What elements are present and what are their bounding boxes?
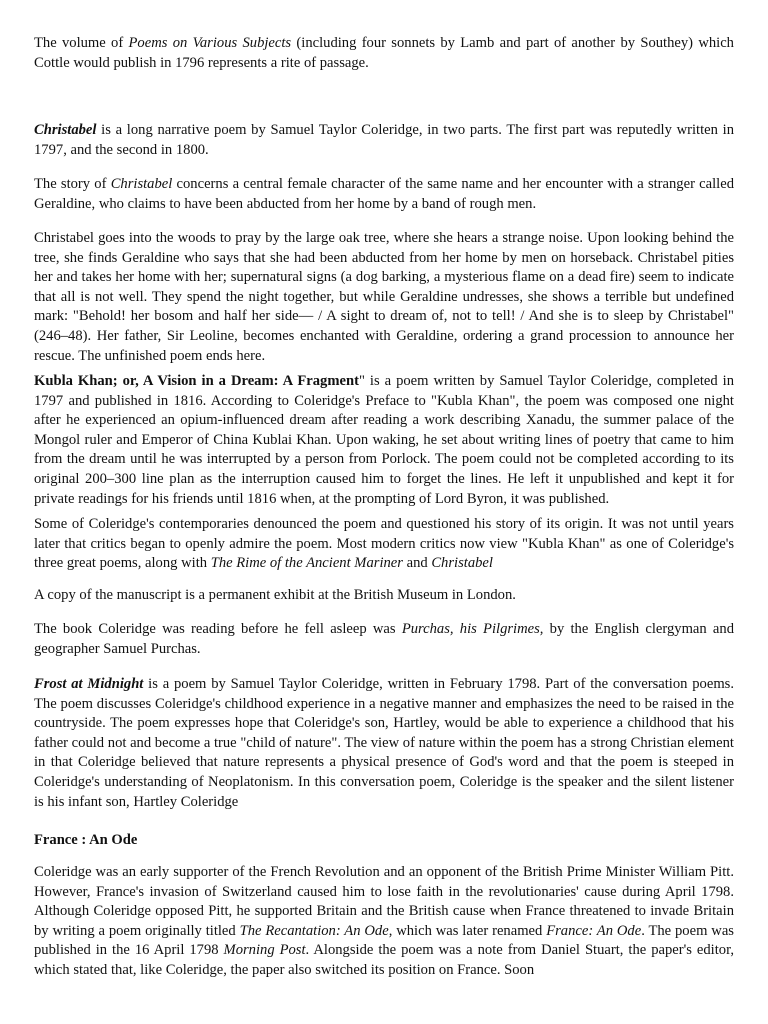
book-title: Poems on Various Subjects bbox=[128, 35, 292, 51]
poem-title: Christabel bbox=[431, 555, 493, 572]
text-run: . Alongside the poem was a note from Daniel Stuart, the paper's editor, which stated that, like Coleridge, the paper also switched its position on France. Soon bbox=[34, 942, 735, 978]
poem-title-kubla-khan: Kubla Khan; or, A Vision in a Dream: A Fragment bbox=[34, 373, 359, 389]
paragraph-frost-at-midnight bbox=[34, 675, 734, 812]
paragraph-purchas bbox=[34, 620, 734, 659]
text-run: The story of bbox=[34, 176, 111, 192]
paragraph-christabel-intro bbox=[34, 121, 734, 160]
poem-title: France: An Ode bbox=[546, 922, 642, 939]
text-run: Christabel goes into the woods to pray by the large oak tree, where she hears a strange noise. Upon looking behind the tree, she finds Geraldine who says that she had been abducted from her home by men on horseback. Christabel pities her and takes her home with her; supernatural signs (a dog barking, a mysterious flame on a dead fire) seem to indicate that all is not well. They spend the night together, but while Geraldine undresses, she shows a terrible but undefined mark: "Behold! her bosom and half her side— / A sight to dream of, not to tell! / And she is to sleep by Christabel" (246–48). Her father, Sir Leoline, becomes enchanted with Geraldine, ordering a grand procession to announce her rescue. The unfinished poem ends here. bbox=[34, 230, 734, 364]
poem-title-frost-at-midnight: Frost at Midnight bbox=[34, 676, 144, 692]
text-run: is a poem by Samuel Taylor Coleridge, written in February 1798. Part of the conversation poems. The poem discusses Coleridge's childhood experience in a negative manner and emphasizes the need to be raised in the countryside. The poem expresses hope that Coleridge's son, Hartley, would be able to experience a childhood that his father could not and become a true "child of nature". The view of nature within the poem has a strong Christian element in that Coleridge believed that nature represents a physical presence of God's word and that the poem is steeped in Coleridge's understanding of Neoplatonism. In this conversation poem, Coleridge is the speaker and the silent listener is his infant son, Hartley Coleridge bbox=[34, 676, 734, 810]
text-run: The volume of bbox=[34, 35, 129, 51]
paragraph-kubla-khan bbox=[34, 372, 734, 509]
paragraph-christabel-story bbox=[34, 175, 734, 214]
paragraph-manuscript bbox=[34, 586, 734, 606]
text-run: " is a poem written by Samuel Taylor Coleridge, completed in 1797 and published in 1816. According to Coleridge's Preface to "Kubla Khan", the poem was composed one night after he experienced an opium-influenced dream after reading a work describing Xanadu, the summer palace of the Mongol ruler and Emperor of China Kublai Khan. Upon waking, he set about writing lines of poetry that came to him from the dream until he was interrupted by a person from Porlock. The poem could not be completed according to its original 200–300 line plan as the interruption caused him to forget the lines. He left it unpublished and kept it for private readings for his friends until 1816 when, at the prompting of Lord Byron, it was published. bbox=[34, 373, 734, 507]
text-run: A copy of the manuscript is a permanent exhibit at the British Museum in London. bbox=[34, 587, 516, 603]
text-run: concerns a central female character of the same name and her encounter with a stranger called Geraldine, who claims to have been abducted from her home by a band of rough men. bbox=[34, 176, 734, 212]
poem-title-christabel: Christabel bbox=[34, 122, 97, 138]
poem-title: The Rime of the Ancient Mariner bbox=[210, 555, 403, 572]
section-heading-france-an-ode: France : An Ode bbox=[34, 832, 138, 848]
text-run: Coleridge was an early supporter of the French Revolution and an opponent of the British Prime Minister William Pitt. However, France's invasion of Switzerland caused him to lose faith in the revolutionaries' cause during April 1798. Although Coleridge opposed Pitt, he supported Britain and the British cause when France threatened to invade Britain by writing a poem originally titled bbox=[34, 864, 734, 939]
text-run: . The poem was published in the 16 April 1798 bbox=[34, 922, 734, 959]
paragraph-france-an-ode bbox=[34, 863, 734, 981]
text-run: Some of Coleridge's contemporaries denounced the poem and questioned his story of its origin. It was not until years later that critics began to openly admire the poem. Most modern critics now view "Kubla Khan" as one of Coleridge's three great poems, along with bbox=[34, 516, 734, 572]
text-run: by the English clergyman and geographer Samuel Purchas. bbox=[34, 621, 735, 657]
paragraph-christabel-plot bbox=[34, 229, 734, 366]
poem-title: Christabel bbox=[110, 176, 173, 192]
text-run: The book Coleridge was reading before he fell asleep was bbox=[34, 621, 402, 637]
poem-title: The Recantation: An Ode bbox=[239, 922, 389, 939]
text-run: is a long narrative poem by Samuel Taylor Coleridge, in two parts. The first part was reputedly written in 1797, and the second in 1800. bbox=[34, 122, 734, 158]
paragraph-contemporaries bbox=[34, 515, 734, 574]
text-run: , which was later renamed bbox=[388, 922, 547, 939]
text-run: (including four sonnets by Lamb and part of another by Southey) which Cottle would publish in 1796 represents a rite of passage. bbox=[34, 35, 734, 71]
book-title: Purchas, his Pilgrimes, bbox=[401, 621, 544, 637]
text-run: and bbox=[402, 555, 432, 572]
newspaper-title: Morning Post bbox=[223, 942, 306, 959]
paragraph-poems-on-various-subjects bbox=[34, 34, 734, 73]
